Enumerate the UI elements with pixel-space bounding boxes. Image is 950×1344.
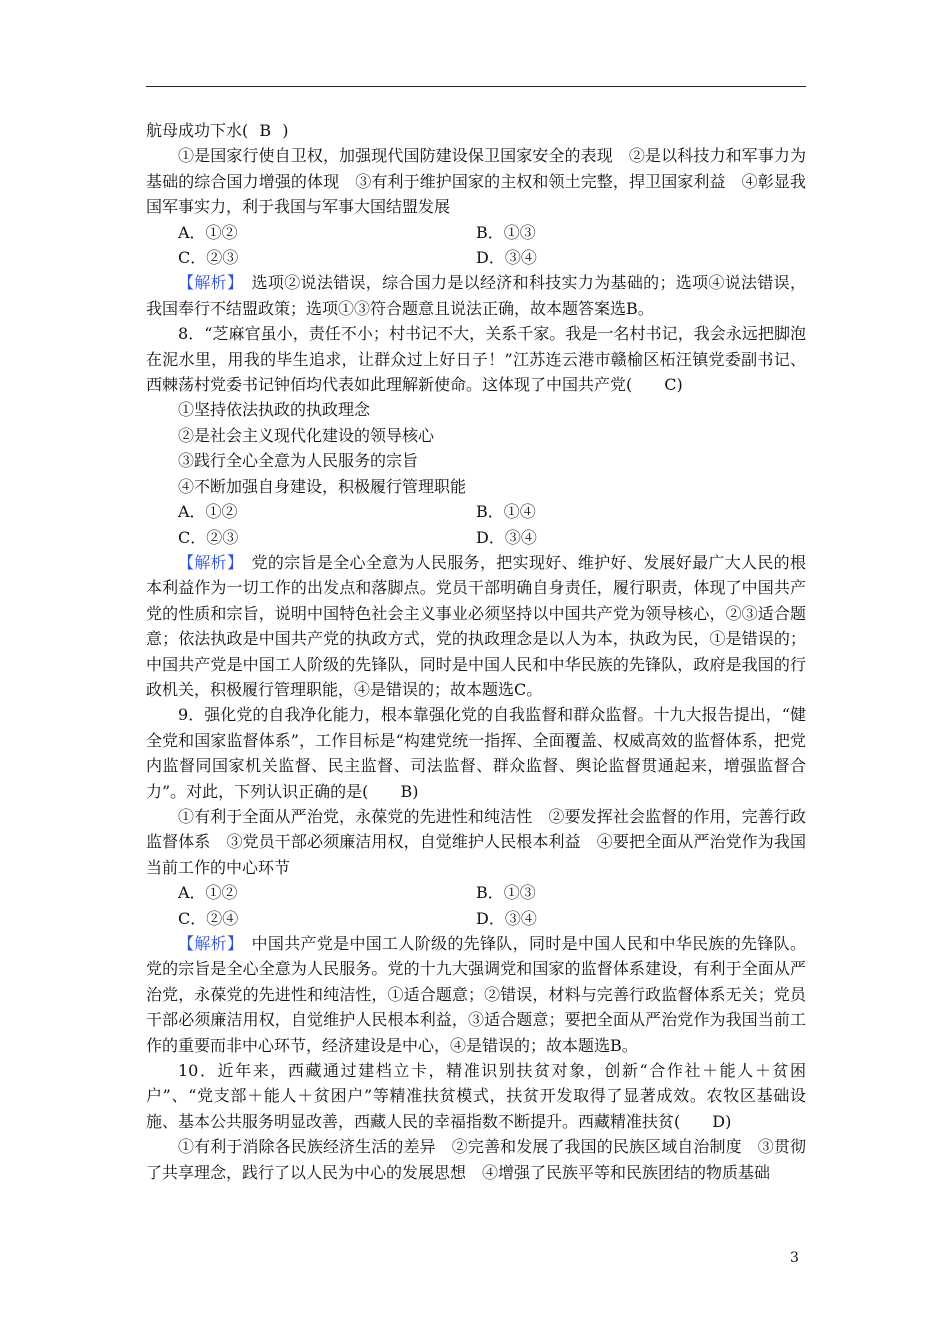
q7-stem-tail: 航母成功下水( B ) — [146, 118, 806, 143]
q7-options-row2: C．②③ D．③④ — [178, 248, 537, 268]
page-number: 3 — [790, 1250, 799, 1266]
analysis-tag: 【解析】 — [178, 552, 236, 572]
analysis-tag: 【解析】 — [178, 273, 236, 293]
q7-options-row1: A．①② B．①③ — [178, 222, 536, 242]
q7-answer: B — [259, 121, 272, 140]
q8-options-row2: C．②③ D．③④ — [178, 527, 537, 547]
page-content — [146, 118, 806, 1185]
q8-statement-1: ①坚持依法执政的执政理念 — [178, 400, 371, 420]
q10-statements: ①有利于消除各民族经济生活的差异 ②完善和发展了我国的民族区域自治制度 ③贯彻了共享理念，践行了以人民为中心的发展思想 ④增强了民族平等和民族团结的物质基础 — [146, 1137, 806, 1182]
q10-stem: 10．近年来，西藏通过建档立卡，精准识别扶贫对象，创新“合作社＋能人＋贫困户”、“党支部＋能人＋贫困户”等精准扶贫模式，扶贫开发取得了显著成效。农牧区基础设施、基本公共服务明显改善，西藏人民的幸福指数不断提升。西藏精准扶贫( D) — [146, 1058, 806, 1134]
q9-statements: ①有利于全面从严治党，永葆党的先进性和纯洁性 ②要发挥社会监督的作用，完善行政监督体系 ③党员干部必须廉洁用权，自觉维护人民根本利益 ④要把全面从严治党作为我国当前工作的中心环节 — [146, 806, 806, 877]
q8-options-row1: A．①② B．①④ — [178, 502, 536, 522]
q9-options-row1: A．①② B．①③ — [178, 883, 536, 903]
q9-stem: 9．强化党的自我净化能力，根本靠强化党的自我监督和群众监督。十九大报告提出，“健全党和国家监督体系”，工作目标是“构建党统一指挥、全面覆盖、权威高效的监督体系，把党内监督同国家机关监督、民主监督、司法监督、群众监督、舆论监督贯通起来，增强监督合力”。对此，下列认识正确的是( B) — [146, 702, 806, 804]
q9-answer: B — [400, 781, 413, 801]
q8-stem: 8．“芝麻官虽小，责任不小；村书记不大，关系千家。我是一名村书记，我会永远把脚泡在泥水里，用我的毕生追求，让群众过上好日子！”江苏连云港市赣榆区柘汪镇党委副书记、西棘荡村党委书记钟佰均代表如此理解新使命。这体现了中国共产党( C) — [146, 321, 806, 397]
q10-answer: D — [712, 1111, 726, 1131]
analysis-tag: 【解析】 — [178, 934, 236, 953]
q8-answer: C — [664, 375, 677, 395]
q8-statement-3: ③践行全心全意为人民服务的宗旨 — [178, 451, 419, 471]
q8-analysis: 【解析】 党的宗旨是全心全意为人民服务，把实现好、维护好、发展好最广大人民的根本利益作为一切工作的出发点和落脚点。党员干部明确自身责任，履行职责，体现了中国共产党的性质和宗旨，说明中国特色社会主义事业必须坚持以中国共产党为领导核心，②③适合题意；依法执政是中国共产党的执政方式，党的执政理念是以人为本，执政为民，①是错误的；中国共产党是中国工人阶级的先锋队，同时是中国人民和中华民族的先锋队，政府是我国的行政机关，积极履行管理职能，④是错误的；故本题选C。 — [146, 552, 806, 699]
header-rule — [146, 86, 806, 87]
q9-analysis: 【解析】 中国共产党是中国工人阶级的先锋队，同时是中国人民和中华民族的先锋队。党的宗旨是全心全意为人民服务。党的十九大强调党和国家的监督体系建设，有利于全面从严治党，永葆党的先进性和纯洁性，①适合题意；②错误，材料与完善行政监督体系无关；党员干部必须廉洁用权，自觉维护人民根本利益，③适合题意；要把全面从严治党作为我国当前工作的重要而非中心环节，经济建设是中心，④是错误的；故本题选B。 — [146, 934, 806, 1055]
q8-statement-4: ④不断加强自身建设，积极履行管理职能 — [178, 476, 467, 496]
q9-options-row2: C．②④ D．③④ — [178, 908, 537, 928]
q7-statements: ①是国家行使自卫权，加强现代国防建设保卫国家安全的表现 ②是以科技力和军事力为基础的综合国力增强的体现 ③有利于维护国家的主权和领土完整，捍卫国家利益 ④彰显我国军事实力，利于我国与军事大国结盟发展 — [146, 146, 806, 217]
q7-analysis: 【解析】 选项②说法错误，综合国力是以经济和科技实力为基础的；选项④说法错误，我国奉行不结盟政策；选项①③符合题意且说法正确，故本题答案选B。 — [146, 273, 806, 318]
q8-statement-2: ②是社会主义现代化建设的领导核心 — [178, 425, 435, 445]
